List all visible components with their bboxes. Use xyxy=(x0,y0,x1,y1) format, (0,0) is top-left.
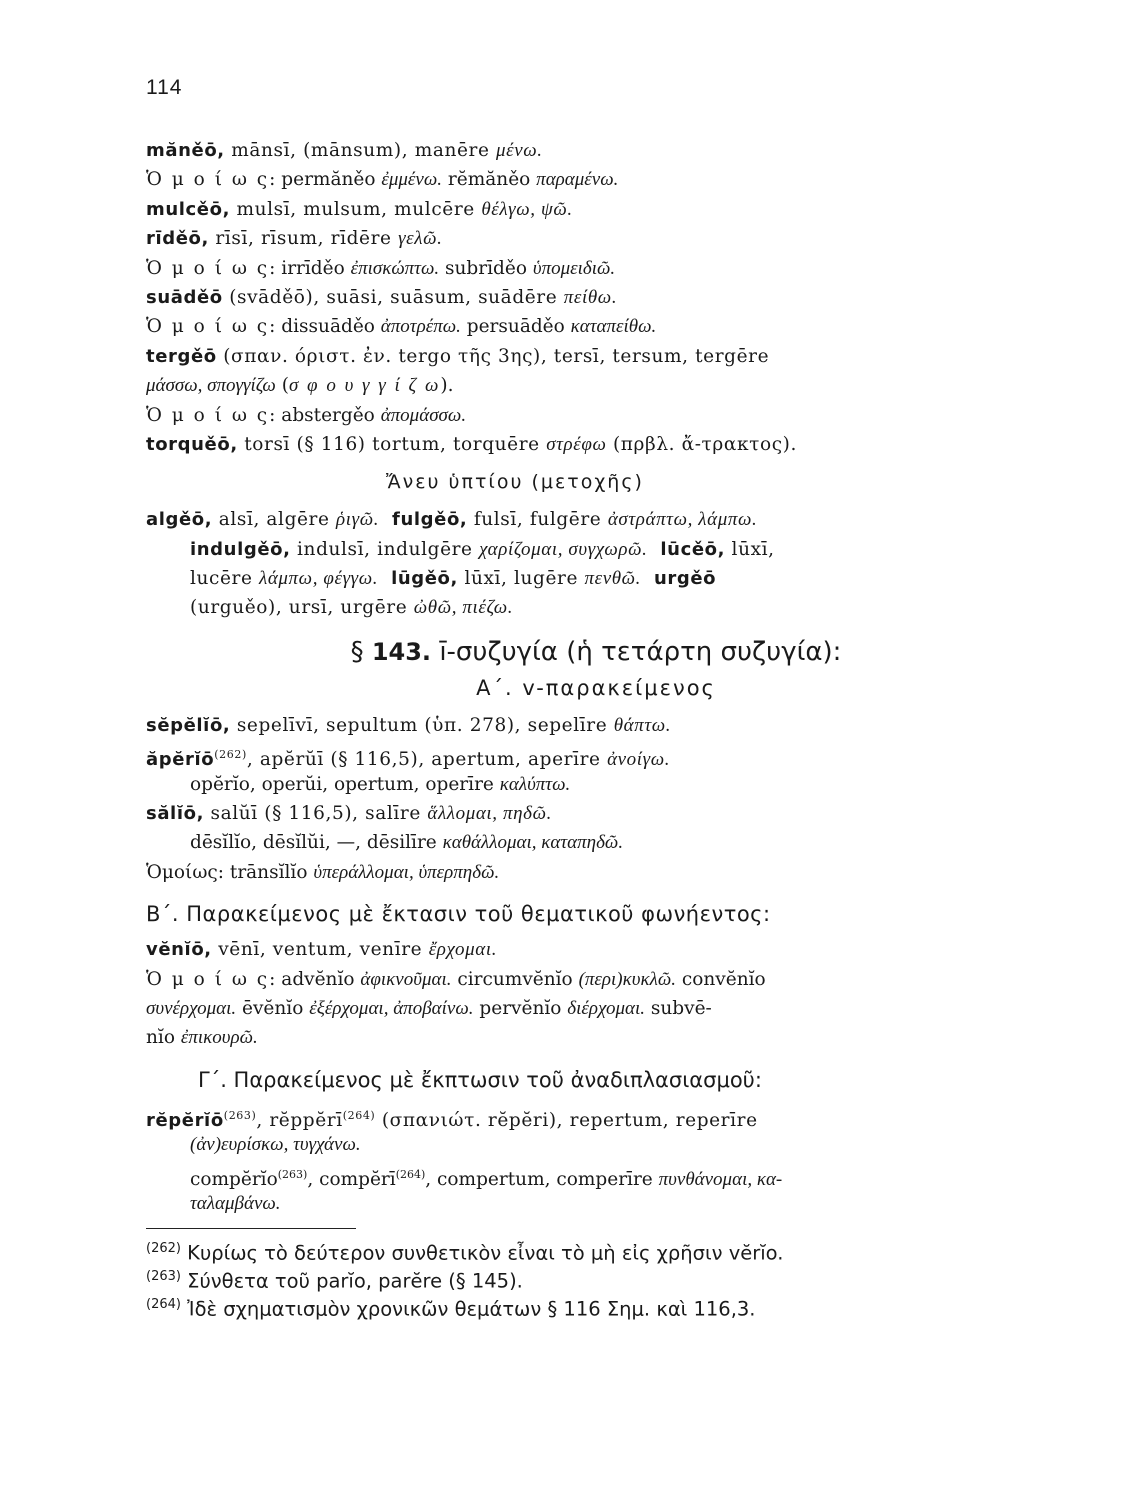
entry-operio: opĕrĭo, operŭi, opertum, operīre καλύπτω. xyxy=(190,773,571,795)
subheading-b: Β΄. Παρακείμενος μὲ ἔκτασιν τοῦ θεματικοῦ φωνήεντος: xyxy=(146,902,771,927)
entry-suadeo: suāděō (svāděō), suāsi, suāsum, suādēre πείθω. xyxy=(146,286,618,308)
omoios-line: Ὁ μ ο ί ω ς: irrīděo ἐπισκώπτω. subrīděo ὑπομειδιῶ. xyxy=(146,257,616,279)
entry-lugeo-urgeo: lucēre λάμπω, φέγγω. lūgěō, lūxī, lugēre πενθῶ. urgěō xyxy=(190,568,717,590)
entry-venio-cont: συνέρχομαι. ēvĕnĭo ἐξέρχομαι, ἀποβαίνω. pervĕnĭo διέρχομαι. subvē- xyxy=(146,997,712,1019)
footnote-263: $^{(263)}$ Σύνθετα τοῦ parĭo, parĕre (§ 145). xyxy=(146,1269,523,1293)
page-number: 114 xyxy=(146,76,183,99)
entry-urgeo-cont: (urguěo), ursī, urgēre ὠθῶ, πιέζω. xyxy=(190,597,514,619)
footnote-264: $^{(264)}$ Ἰδὲ σχηματισμὸν χρονικῶν θεμάτων § 116 Σημ. καὶ 116,3. xyxy=(146,1297,756,1321)
section-heading: § 143. ī-συζυγία (ἡ τετάρτη συζυγία): xyxy=(350,636,842,667)
subheading-c: Γ΄. Παρακείμενος μὲ ἔκπτωσιν τοῦ ἀναδιπλασιασμοῦ: xyxy=(198,1067,762,1092)
entry-algeo-fulgeo: algěō, alsī, algēre ῥιγῶ. fulgěō, fulsī, fulgēre ἀστράπτω, λάμπω. xyxy=(146,509,758,531)
subheading-anev-hyptiou: Ἄνευ ὑπτίου (μετοχῆς) xyxy=(386,471,644,494)
entry-venio-cont: nĭo ἐπικουρῶ. xyxy=(146,1027,258,1049)
omoios-line: Ὁ μ ο ί ω ς: abstergěo ἀπομάσσω. xyxy=(146,404,467,426)
omoios-line: Ὁ μ ο ί ω ς: dissuāděo ἀποτρέπω. persuāděo καταπείθω. xyxy=(146,316,657,338)
entry-torqueo: torquěō, torsī (§ 116) tortum, torquēre στρέφω (πρβλ. ἄ-τρακτος). xyxy=(146,433,797,455)
entry-tergeo: tergěō (σπαν. όριστ. ἐν. tergo τῆς 3ης), tersī, tersum, tergēre xyxy=(146,345,770,367)
entry-tergeo-cont: μάσσω, σπογγίζω (σ φ ο υ γ γ ί ζ ω). xyxy=(146,375,454,397)
page-body xyxy=(146,136,1046,1319)
entry-reperio-cont: (ἀν)ευρίσκω, τυγχάνω. xyxy=(190,1134,361,1156)
omoios-line: Ὁμοίως: trānsĭlĭo ὑπεράλλομαι, ὑπερπηδῶ. xyxy=(146,861,500,883)
entry-indulgeo-luceo: indulgěō, indulsī, indulgēre χαρίζομαι, συγχωρῶ. lūcěō, lūxī, xyxy=(190,538,775,560)
omoios-line: Ὁ μ ο ί ω ς: permăněo ἐμμένω. rĕmăněo παραμένω. xyxy=(146,169,619,191)
entry-sepelio: sĕpĕlĭō, sepelīvī, sepultum (ὑπ. 278), sepelīre θάπτω. xyxy=(146,714,672,736)
entry-rideo: rīděō, rīsī, rīsum, rīdēre γελῶ. xyxy=(146,228,443,250)
entry-reperio: rĕpĕrĭō$^{(263)}$, rĕppĕrī$^{(264)}$ (σπανιώτ. rĕpĕri), repertum, reperīre xyxy=(146,1108,758,1131)
subheading-a: Α΄. v-παρακείμενος xyxy=(476,675,716,700)
footnote-262: $^{(262)}$ Κυρίως τὸ δεύτερον συνθετικὸν εἶναι τὸ μὴ εἰς χρῆσιν vĕrĭo. xyxy=(146,1241,784,1265)
entry-salio: sălĭō, salŭī (§ 116,5), salīre ἅλλομαι, πηδῶ. xyxy=(146,803,552,825)
entry-desilio: dēsĭlĭo, dēsĭlŭi, —, dēsilīre καθάλλομαι, καταπηδῶ. xyxy=(190,832,624,854)
entry-venio: vĕnĭō, vēnī, ventum, venīre ἔρχομαι. xyxy=(146,939,498,961)
entry-comperio-cont: ταλαμβάνω. xyxy=(190,1192,281,1214)
entry-aperio: ăpĕrĭō$^{(262)}$, apĕrŭī (§ 116,5), apertum, aperīre ἀνοίγω. xyxy=(146,748,671,770)
footnote-divider xyxy=(146,1228,356,1229)
entry-comperio: compĕrĭo$^{(263)}$, compĕrī$^{(264)}$, compertum, comperīre πυνθάνομαι, κα- xyxy=(190,1167,783,1189)
omoios-line: Ὁ μ ο ί ω ς: advĕnĭo ἀφικνοῦμαι. circumvĕnĭo (περι)κυκλῶ. convĕnĭo xyxy=(146,968,766,990)
entry-mulceo: mulcěō, mulsī, mulsum, mulcēre θέλγω, ψῶ. xyxy=(146,198,573,220)
entry-maneo: măněō, mānsī, (mānsum), manēre μένω. xyxy=(146,140,543,161)
